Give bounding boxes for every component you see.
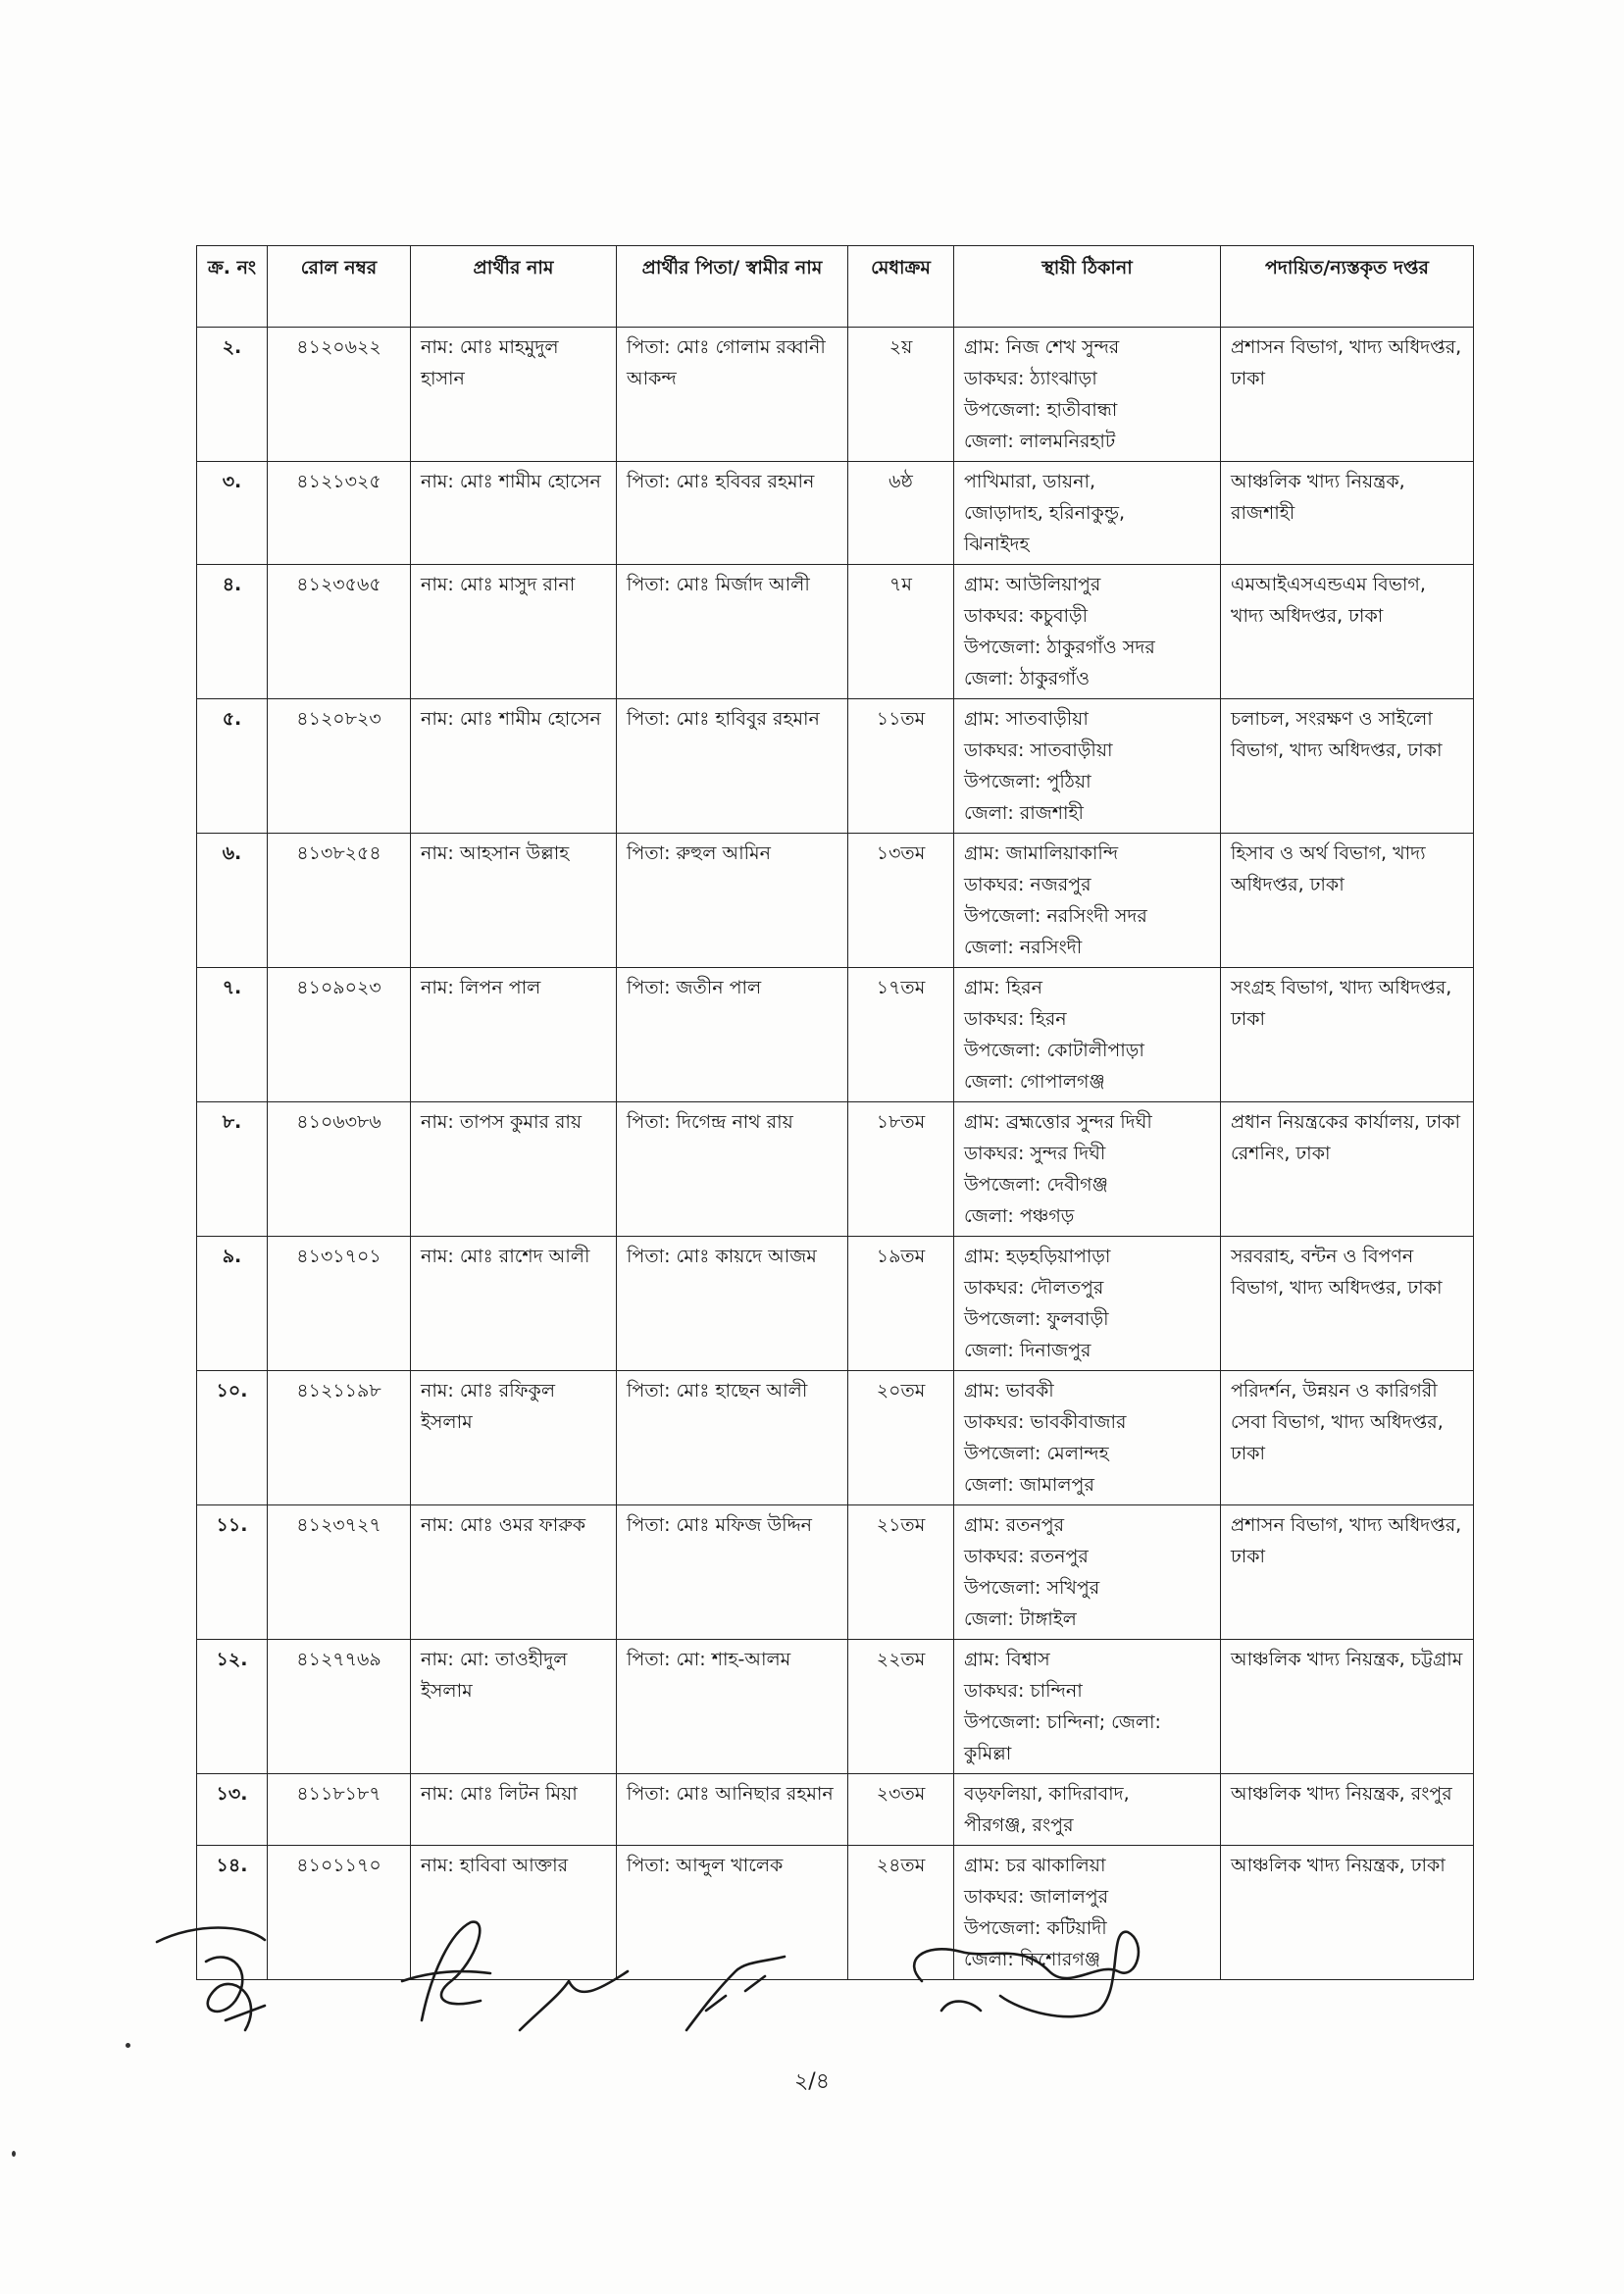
cell-merit: ২৩তম <box>848 1774 954 1846</box>
address-line: জেলা: দিনাজপুর <box>964 1340 1091 1361</box>
address-line: ডাকঘর: ঠ্যাংঝাড়া <box>964 368 1097 389</box>
table-row <box>197 1371 1474 1505</box>
address-line: ডাকঘর: সাতবাড়ীয়া <box>964 739 1113 761</box>
cell-roll: ৪১২৭৭৬৯ <box>268 1640 411 1774</box>
cell-posting: আঞ্চলিক খাদ্য নিয়ন্ত্রক, ঢাকা <box>1221 1846 1474 1980</box>
cell-merit: ২২তম <box>848 1640 954 1774</box>
cell-posting: এমআইএসএন্ডএম বিভাগ, খাদ্য অধিদপ্তর, ঢাকা <box>1221 565 1474 699</box>
cell-name: নাম: হাবিবা আক্তার <box>411 1846 617 1980</box>
table-row <box>197 1505 1474 1640</box>
cell-address <box>954 1774 1221 1846</box>
cell-address <box>954 968 1221 1102</box>
table-row <box>197 699 1474 834</box>
cell-merit: ৭ম <box>848 565 954 699</box>
cell-roll: ৪১২০৬২২ <box>268 328 411 462</box>
cell-roll: ৪১০৬৩৮৬ <box>268 1102 411 1237</box>
cell-address <box>954 834 1221 968</box>
cell-father: পিতা: মোঃ মির্জাদ আলী <box>617 565 848 699</box>
address-line: জেলা: পঞ্চগড় <box>964 1205 1075 1227</box>
address-line: উপজেলা: নরসিংদী সদর <box>964 905 1147 927</box>
address-line: উপজেলা: মেলান্দহ <box>964 1443 1109 1464</box>
cell-roll: ৪১২৩৭২৭ <box>268 1505 411 1640</box>
cell-father: পিতা: মোঃ কায়দে আজম <box>617 1237 848 1371</box>
cell-roll: ৪১২১৩২৫ <box>268 462 411 565</box>
cell-name: নাম: মোঃ শামীম হোসেন <box>411 462 617 565</box>
cell-roll: ৪১০১১৭০ <box>268 1846 411 1980</box>
address-line: জেলা: নরসিংদী <box>964 937 1083 958</box>
address-line: উপজেলা: কোটালীপাড়া <box>964 1040 1144 1061</box>
cell-posting: প্রশাসন বিভাগ, খাদ্য অধিদপ্তর, ঢাকা <box>1221 328 1474 462</box>
cell-address <box>954 1371 1221 1505</box>
cell-name: নাম: মোঃ শামীম হোসেন <box>411 699 617 834</box>
cell-serial: ১০. <box>197 1371 268 1505</box>
header-address: স্থায়ী ঠিকানা <box>954 246 1221 328</box>
cell-name: নাম: মোঃ মাহমুদুল হাসান <box>411 328 617 462</box>
address-line: গ্রাম: সাতবাড়ীয়া <box>964 708 1089 730</box>
address-line: ডাকঘর: জালালপুর <box>964 1886 1109 1908</box>
address-line: উপজেলা: হাতীবান্ধা <box>964 399 1118 421</box>
cell-father: পিতা: মোঃ হাবিবুর রহমান <box>617 699 848 834</box>
table-row <box>197 834 1474 968</box>
header-father: প্রার্থীর পিতা/ স্বামীর নাম <box>617 246 848 328</box>
address-line: গ্রাম: রতনপুর <box>964 1514 1065 1536</box>
address-line: ডাকঘর: হিরন <box>964 1008 1067 1030</box>
cell-posting: সরবরাহ, বন্টন ও বিপণন বিভাগ, খাদ্য অধিদপ্তর, ঢাকা <box>1221 1237 1474 1371</box>
address-line: জেলা: রাজশাহী <box>964 802 1084 824</box>
address-line: উপজেলা: ঠাকুরগাঁও সদর <box>964 637 1155 658</box>
cell-serial: ৪. <box>197 565 268 699</box>
cell-posting: আঞ্চলিক খাদ্য নিয়ন্ত্রক, চট্টগ্রাম <box>1221 1640 1474 1774</box>
cell-serial: ১১. <box>197 1505 268 1640</box>
cell-father: পিতা: জতীন পাল <box>617 968 848 1102</box>
address-line: জেলা: জামালপুর <box>964 1474 1094 1496</box>
cell-name: নাম: মোঃ রফিকুল ইসলাম <box>411 1371 617 1505</box>
address-line: ডাকঘর: রতনপুর <box>964 1546 1089 1567</box>
cell-address <box>954 1640 1221 1774</box>
header-posting: পদায়িত/ন্যস্তকৃত দপ্তর <box>1221 246 1474 328</box>
address-line: গ্রাম: ব্রহ্মত্তোর সুন্দর দিঘী <box>964 1111 1152 1133</box>
cell-serial: ৩. <box>197 462 268 565</box>
candidate-table <box>196 245 1474 1980</box>
cell-father: পিতা: মোঃ মফিজ উদ্দিন <box>617 1505 848 1640</box>
header-serial: ক্র. নং <box>197 246 268 328</box>
address-line: ডাকঘর: কচুবাড়ী <box>964 605 1089 627</box>
address-line: উপজেলা: কটিয়াদী <box>964 1917 1107 1939</box>
address-line: উপজেলা: সখিপুর <box>964 1577 1100 1599</box>
cell-merit: ১৭তম <box>848 968 954 1102</box>
cell-father: পিতা: মোঃ গোলাম রব্বানী আকন্দ <box>617 328 848 462</box>
cell-merit: ১৯তম <box>848 1237 954 1371</box>
cell-name: নাম: মোঃ মাসুদ রানা <box>411 565 617 699</box>
cell-merit: ২০তম <box>848 1371 954 1505</box>
cell-posting: আঞ্চলিক খাদ্য নিয়ন্ত্রক, রংপুর <box>1221 1774 1474 1846</box>
table-row <box>197 328 1474 462</box>
address-line: ডাকঘর: সুন্দর দিঘী <box>964 1143 1106 1164</box>
cell-address <box>954 328 1221 462</box>
address-line: উপজেলা: ফুলবাড়ী <box>964 1308 1109 1330</box>
cell-posting: হিসাব ও অর্থ বিভাগ, খাদ্য অধিদপ্তর, ঢাকা <box>1221 834 1474 968</box>
cell-roll: ৪১৩১৭০১ <box>268 1237 411 1371</box>
table-row <box>197 1640 1474 1774</box>
address-line: গ্রাম: বিশ্বাস <box>964 1649 1050 1670</box>
header-name: প্রার্থীর নাম <box>411 246 617 328</box>
cell-posting: আঞ্চলিক খাদ্য নিয়ন্ত্রক, রাজশাহী <box>1221 462 1474 565</box>
cell-posting: সংগ্রহ বিভাগ, খাদ্য অধিদপ্তর, ঢাকা <box>1221 968 1474 1102</box>
address-line: জোড়াদাহ, হরিনাকুন্ডু, <box>964 502 1126 524</box>
address-line: জেলা: ঠাকুরগাঁও <box>964 668 1091 689</box>
page-number: ২/৪ <box>794 2069 830 2094</box>
address-line: ডাকঘর: ভাবকীবাজার <box>964 1411 1127 1433</box>
cell-posting: প্রশাসন বিভাগ, খাদ্য অধিদপ্তর, ঢাকা <box>1221 1505 1474 1640</box>
scan-speck <box>12 2151 16 2157</box>
address-line: ডাকঘর: নজরপুর <box>964 874 1091 895</box>
table-row <box>197 968 1474 1102</box>
address-line: জেলা: কিশোরগঞ্জ <box>964 1949 1101 1970</box>
cell-father: পিতা: রুহুল আমিন <box>617 834 848 968</box>
cell-merit: ১৮তম <box>848 1102 954 1237</box>
address-line: পাখিমারা, ডায়না, <box>964 471 1095 492</box>
cell-name: নাম: মোঃ রাশেদ আলী <box>411 1237 617 1371</box>
signature-2 <box>402 1922 628 2030</box>
address-line: জেলা: গোপালগঞ্জ <box>964 1071 1105 1093</box>
cell-serial: ৭. <box>197 968 268 1102</box>
table-row <box>197 565 1474 699</box>
cell-name: নাম: তাপস কুমার রায় <box>411 1102 617 1237</box>
cell-roll: ৪১২০৮২৩ <box>268 699 411 834</box>
signatures <box>137 1903 1216 2069</box>
cell-name: নাম: আহসান উল্লাহ <box>411 834 617 968</box>
cell-roll: ৪১১৮১৮৭ <box>268 1774 411 1846</box>
cell-serial: ১৪. <box>197 1846 268 1980</box>
cell-father: পিতা: আব্দুল খালেক <box>617 1846 848 1980</box>
address-line: গ্রাম: হিরন <box>964 977 1042 998</box>
table-row <box>197 1102 1474 1237</box>
address-line: গ্রাম: আউলিয়াপুর <box>964 574 1101 595</box>
address-line: ঝিনাইদহ <box>964 534 1030 555</box>
cell-posting: চলাচল, সংরক্ষণ ও সাইলো বিভাগ, খাদ্য অধিদপ্তর, ঢাকা <box>1221 699 1474 834</box>
cell-roll: ৪১৩৮২৫৪ <box>268 834 411 968</box>
signature-4 <box>914 1932 1139 2016</box>
header-merit: মেধাক্রম <box>848 246 954 328</box>
cell-address <box>954 565 1221 699</box>
header-roll: রোল নম্বর <box>268 246 411 328</box>
signature-3 <box>686 1957 785 2030</box>
cell-father: পিতা: মোঃ হাছেন আলী <box>617 1371 848 1505</box>
cell-roll: ৪১২৩৫৬৫ <box>268 565 411 699</box>
cell-name: নাম: মোঃ লিটন মিয়া <box>411 1774 617 1846</box>
cell-serial: ৮. <box>197 1102 268 1237</box>
cell-posting: প্রধান নিয়ন্ত্রকের কার্যালয়, ঢাকা রেশনিং, ঢাকা <box>1221 1102 1474 1237</box>
cell-address <box>954 1237 1221 1371</box>
cell-serial: ১৩. <box>197 1774 268 1846</box>
cell-father: পিতা: মোঃ আনিছার রহমান <box>617 1774 848 1846</box>
cell-name: নাম: লিপন পাল <box>411 968 617 1102</box>
address-line: গ্রাম: নিজ শেখ সুন্দর <box>964 336 1120 358</box>
address-line: উপজেলা: দেবীগঞ্জ <box>964 1174 1108 1196</box>
address-line: বড়ফলিয়া, কাদিরাবাদ, <box>964 1783 1130 1805</box>
cell-merit: ১১তম <box>848 699 954 834</box>
cell-address <box>954 1505 1221 1640</box>
address-line: জেলা: লালমনিরহাট <box>964 431 1116 452</box>
cell-name: নাম: মোঃ ওমর ফারুক <box>411 1505 617 1640</box>
cell-roll: ৪১২১১৯৮ <box>268 1371 411 1505</box>
table-row <box>197 1774 1474 1846</box>
cell-address <box>954 1102 1221 1237</box>
scan-speck <box>126 2043 130 2048</box>
cell-roll: ৪১০৯০২৩ <box>268 968 411 1102</box>
address-line: গ্রাম: চর ঝাকালিয়া <box>964 1855 1106 1876</box>
cell-father: পিতা: দিগেন্দ্র নাথ রায় <box>617 1102 848 1237</box>
cell-serial: ৫. <box>197 699 268 834</box>
cell-address <box>954 699 1221 834</box>
table-row <box>197 1237 1474 1371</box>
cell-merit: ৬ষ্ঠ <box>848 462 954 565</box>
address-line: গ্রাম: হড়হড়িয়াপাড়া <box>964 1246 1111 1267</box>
cell-merit: ২য় <box>848 328 954 462</box>
cell-merit: ১৩তম <box>848 834 954 968</box>
table-header-row <box>197 246 1474 328</box>
cell-posting: পরিদর্শন, উন্নয়ন ও কারিগরী সেবা বিভাগ, খাদ্য অধিদপ্তর, ঢাকা <box>1221 1371 1474 1505</box>
address-line: উপজেলা: পুঠিয়া <box>964 771 1091 792</box>
table-body <box>197 328 1474 1980</box>
cell-serial: ৯. <box>197 1237 268 1371</box>
cell-serial: ২. <box>197 328 268 462</box>
address-line: কুমিল্লা <box>964 1743 1012 1764</box>
address-line: পীরগঞ্জ, রংপুর <box>964 1814 1074 1836</box>
cell-merit: ২৪তম <box>848 1846 954 1980</box>
address-line: উপজেলা: চান্দিনা; জেলা: <box>964 1711 1161 1733</box>
cell-father: পিতা: মোঃ হবিবর রহমান <box>617 462 848 565</box>
cell-father: পিতা: মো: শাহ-আলম <box>617 1640 848 1774</box>
table-row <box>197 462 1474 565</box>
address-line: গ্রাম: জামালিয়াকান্দি <box>964 842 1119 864</box>
address-line: জেলা: টাঙ্গাইল <box>964 1608 1077 1630</box>
address-line: ডাকঘর: চান্দিনা <box>964 1680 1083 1702</box>
cell-merit: ২১তম <box>848 1505 954 1640</box>
address-line: গ্রাম: ভাবকী <box>964 1380 1054 1402</box>
cell-name: নাম: মো: তাওহীদুল ইসলাম <box>411 1640 617 1774</box>
cell-address <box>954 462 1221 565</box>
signature-1 <box>157 1928 265 2031</box>
cell-serial: ৬. <box>197 834 268 968</box>
address-line: ডাকঘর: দৌলতপুর <box>964 1277 1104 1299</box>
cell-serial: ১২. <box>197 1640 268 1774</box>
